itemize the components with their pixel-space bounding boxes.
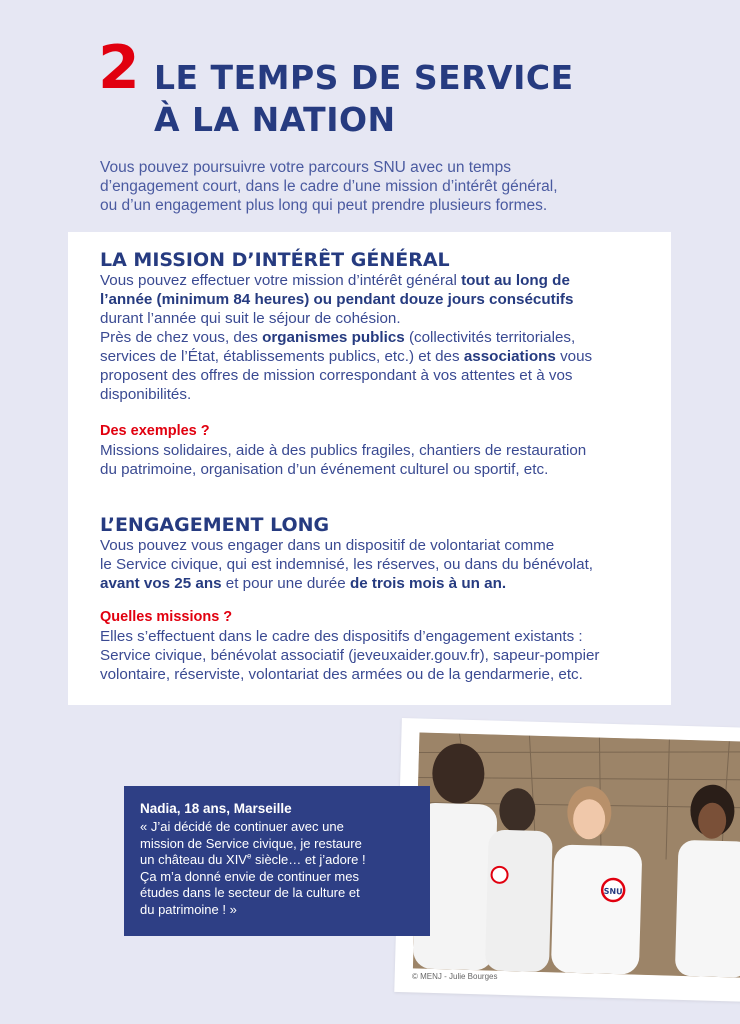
- page-title-line-2: À LA NATION: [154, 100, 396, 139]
- text-run: (collectivités territoriales,: [404, 329, 576, 346]
- intro-line: d’engagement court, dans le cadre d’une mission d’intérêt général,: [100, 178, 558, 195]
- text-line: disponibilités.: [100, 386, 192, 403]
- mission-section: [100, 249, 660, 479]
- text-line: volontaire, réserviste, volontariat des armées ou de la gendarmerie, etc.: [100, 666, 583, 683]
- quote-line: mission de Service civique, je restaure: [140, 835, 362, 851]
- text-line: proposent des offres de mission correspondant à vos attentes et à vos: [100, 367, 573, 384]
- text-run: services de l’État, établissements publics, etc.) et des: [100, 348, 464, 365]
- photo-credit: © MENJ - Julie Bourges: [412, 972, 498, 981]
- badge-text: SNU: [603, 886, 623, 897]
- bold-run: l’année (minimum 84 heures) ou pendant douze jours consécutifs: [100, 291, 574, 308]
- missions-heading: Quelles missions ?: [100, 609, 233, 625]
- superscript: e: [246, 851, 252, 861]
- quote-line: Ça m’a donné envie de continuer mes: [140, 868, 359, 884]
- text-run: vous: [555, 348, 593, 365]
- text-run: Près de chez vous, des: [100, 329, 263, 346]
- bold-run: avant vos 25 ans: [100, 575, 222, 592]
- volunteers-photo: [413, 733, 740, 978]
- text-line: Elles s’effectuent dans le cadre des dispositifs d’engagement existants :: [100, 628, 583, 645]
- bold-run: tout au long de: [461, 272, 570, 289]
- content-card: [68, 232, 671, 705]
- text-line: du patrimoine, organisation d’un événement culturel ou sportif, etc.: [100, 461, 549, 478]
- engagement-section: [100, 514, 660, 684]
- text-run: Vous pouvez effectuer votre mission d’intérêt général: [100, 272, 462, 289]
- testimonial-box: [124, 786, 430, 936]
- text-run: siècle… et j’adore !: [251, 852, 366, 867]
- testimonial-quote: [140, 819, 414, 918]
- page-title: [154, 57, 574, 141]
- photo-illustration: [413, 733, 740, 978]
- text-run: un château du XIV: [140, 852, 247, 867]
- mission-paragraph-2: [100, 328, 660, 404]
- missions-paragraph: [100, 627, 660, 684]
- intro-line: Vous pouvez poursuivre votre parcours SNU avec un temps: [100, 159, 511, 176]
- testimonial-author: Nadia, 18 ans, Marseille: [140, 801, 292, 816]
- text-line: le Service civique, qui est indemnisé, les réserves, ou dans du bénévolat,: [100, 556, 594, 573]
- quote-line: du patrimoine ! »: [140, 901, 237, 917]
- intro-line: ou d’un engagement plus long qui peut prendre plusieurs formes.: [100, 197, 548, 214]
- engagement-heading: L’ENGAGEMENT LONG: [100, 514, 330, 536]
- text-line: Missions solidaires, aide à des publics fragiles, chantiers de restauration: [100, 442, 587, 459]
- examples-heading: Des exemples ?: [100, 423, 210, 439]
- photo-frame: [394, 718, 740, 1002]
- quote-line: « J’ai décidé de continuer avec une: [140, 819, 344, 834]
- bold-run: de trois mois à un an.: [349, 575, 507, 592]
- bold-run: associations: [463, 348, 556, 365]
- text-line: Service civique, bénévolat associatif (jeveuxaider.gouv.fr), sapeur-pompier: [100, 647, 600, 664]
- bold-run: organismes publics: [262, 329, 405, 346]
- text-line: Vous pouvez vous engager dans un dispositif de volontariat comme: [100, 537, 555, 554]
- page-title-line-1: LE TEMPS DE SERVICE: [154, 58, 574, 97]
- intro-paragraph: [100, 158, 640, 215]
- mission-heading: LA MISSION D’INTÉRÊT GÉNÉRAL: [100, 249, 450, 271]
- section-number: 2: [98, 33, 140, 103]
- text-run: et pour une durée: [221, 575, 350, 592]
- text-line: durant l’année qui suit le séjour de cohésion.: [100, 310, 401, 327]
- examples-paragraph: [100, 441, 660, 479]
- mission-paragraph-1: [100, 271, 660, 328]
- engagement-paragraph: [100, 536, 660, 593]
- quote-line: études dans le secteur de la culture et: [140, 885, 360, 900]
